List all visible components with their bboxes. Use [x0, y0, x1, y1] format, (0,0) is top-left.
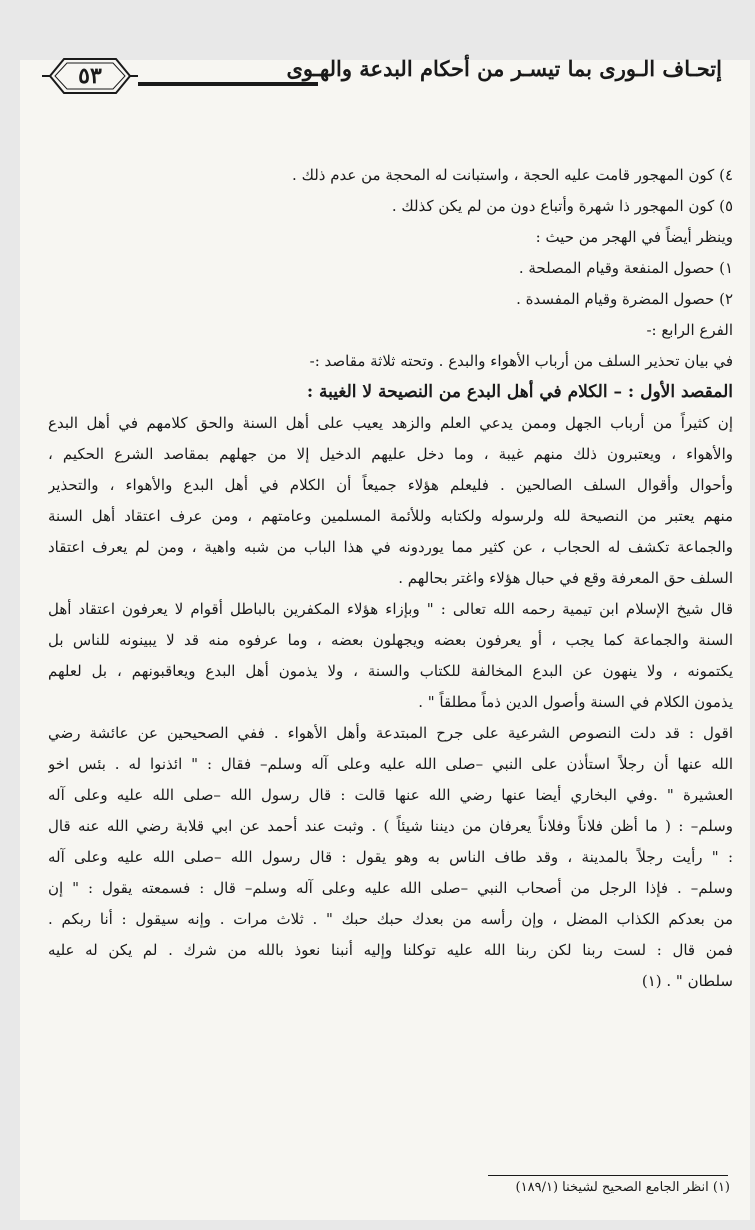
page-number: ٥٣	[78, 63, 102, 89]
paragraph-line: وأحوال وأقوال السلف الصالحين . فليعلم هؤلاء جميعاً أن الكلام في أهل البدع والأهواء ، والتحذير	[48, 476, 733, 494]
paragraph-line: والأهواء ، ويعتبرون ذلك منهم غيبة ، وما دخل عليهم الدخيل إلا من جهلهم بمقاصد الشرع الحكيم ،	[48, 445, 733, 463]
footnote-divider	[488, 1175, 728, 1176]
header-rule	[138, 82, 318, 86]
list-item: ١) حصول المنفعة وقيام المصلحة .	[518, 259, 733, 277]
paragraph-line: السلف حق المعرفة وقع في حبال هؤلاء واغتر بحالهم .	[398, 569, 733, 587]
paragraph-line: فمن قال : لست ربنا لكن ربنا الله عليه توكلنا وإليه أنبنا نعوذ بالله من شرك . لم يكن له عليه	[48, 941, 733, 959]
footnote: (١) انظر الجامع الصحيح لشيخنا (١٨٩/١)	[515, 1180, 730, 1195]
subsection-heading: المقصد الأول : – الكلام في أهل البدع من النصيحة لا الغيبة :	[306, 382, 733, 402]
paragraph-line: وسلم– : ( ما أظن فلاناً وفلاناً يعرفان من ديننا شيئاً ) . وثبت عند أحمد عن ابي قلابة رضي الله عنه قال	[48, 817, 733, 835]
paragraph-line: والجماعة تكشف له الحجاب ، عن كثير مما يوردونه في هذا الباب من شبه واهية ، ومن لم يعرف اعتقاد	[48, 538, 733, 556]
section-intro: في بيان تحذير السلف من أرباب الأهواء والبدع . وتحته ثلاثة مقاصد :-	[309, 352, 733, 370]
running-title: إتحـاف الـورى بما تيسـر من أحكام البدعة والهـوى	[286, 56, 722, 81]
page-header	[40, 52, 730, 102]
quote-line: يذمون الكلام في السنة وأصول الدين ذماً مطلقاً " .	[418, 693, 733, 711]
list-item: ٢) حصول المضرة وقيام المفسدة .	[516, 290, 733, 308]
paragraph-line: وسلم– . فإذا الرجل من أصحاب النبي –صلى الله عليه وعلى آله وسلم– قال : فسمعته يقول : " إن	[48, 879, 733, 897]
section-heading: الفرع الرابع :-	[646, 321, 733, 339]
paragraph-line: العشيرة " .وفي البخاري أيضا عنها رضي الله عنها قالت : قال رسول الله –صلى الله عليه وعلى آله	[48, 786, 733, 804]
paragraph-line: من بعدكم الكذاب المضل ، وإن رأسه من بعدك حبك حبك " . ثلاث مرات . وإنه سيقول : أنا ربكم .	[48, 910, 733, 928]
list-item: ٥) كون المهجور ذا شهرة وأتباع دون من لم يكن كذلك .	[391, 197, 733, 215]
quote-line: يكتمونه ، ولا ينهون عن البدع المخالفة للكتاب والسنة ، ولا يذمون أهل البدع ويعاقبونهم ، بل لعلهم	[48, 662, 733, 680]
paragraph-line: منهم يعتبر من النصيحة لله ولرسوله ولكتابه وللأئمة المسلمين وعامتهم ، ومن عرف اعتقاد أهل السنة	[48, 507, 733, 525]
paragraph-line: اقول : قد دلت النصوص الشرعية على جرح المبتدعة وأهل الأهواء . ففي الصحيحين عن عائشة رضي	[48, 724, 733, 742]
list-item: ٤) كون المهجور قامت عليه الحجة ، واستبانت له المحجة من عدم ذلك .	[292, 166, 733, 184]
main-text	[48, 160, 733, 997]
paragraph-line: : " رأيت رجلاً بالمدينة ، وقد طاف الناس به وهو يقول : قال رسول الله –صلى الله عليه وعلى آله	[48, 848, 733, 866]
paragraph-line: سلطان " . (١)	[641, 972, 733, 990]
paragraph-line: الله عنها أن رجلاً استأذن على النبي –صلى الله عليه وعلى آله وسلم– فقال : " ائذنوا له . بئس اخو	[48, 755, 733, 773]
quote-line: قال شيخ الإسلام ابن تيمية رحمه الله تعالى : " وبإزاء هؤلاء المكفرين بالباطل أقوام لا يعرفون اعتقاد أهل	[48, 600, 733, 618]
paragraph-line: إن كثيراً من أرباب الجهل وممن يدعي العلم والزهد يعيب على أهل السنة والحق كلامهم في أهل البدع	[48, 414, 733, 432]
text-line: وينظر أيضاً في الهجر من حيث :	[535, 228, 733, 246]
quote-line: السنة والجماعة كما يجب ، أو يعرفون بعضه ويجهلون بعضه ، وما عرفوه منه قد لا يبينونه للناس بل	[48, 631, 733, 649]
